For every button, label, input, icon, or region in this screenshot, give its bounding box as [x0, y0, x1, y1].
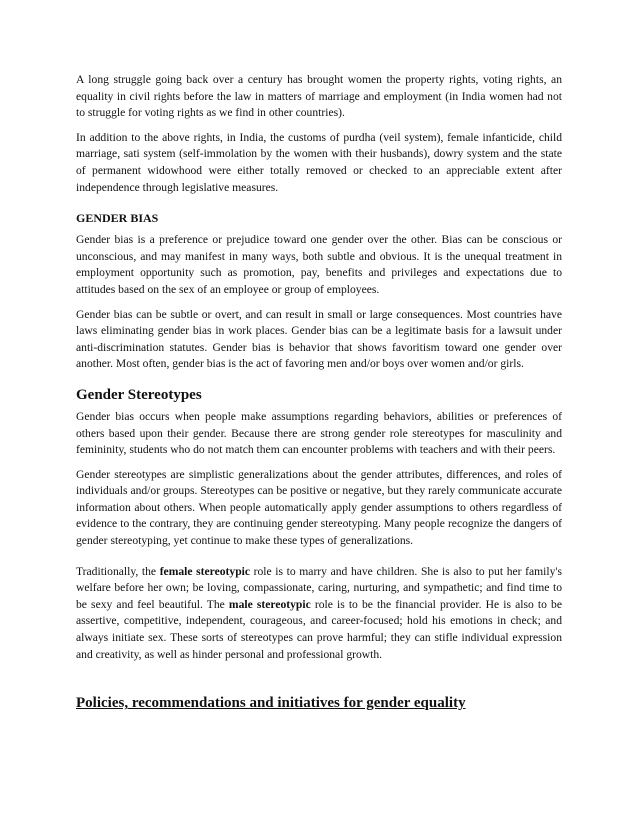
gender-bias-paragraph-2: Gender bias can be subtle or overt, and can result in small or large consequences. Most countries have laws eliminating gender bias in work places. Gender bias can be a legitimate basis for a lawsuit under anti-discrimination statutes. Gender bias is behavior that shows favoritism toward one gender over another. Most often, gender bias is the act of favoring men and/or boys over women and/or girls. [76, 307, 562, 371]
female-stereotypic-term: female stereotypic [159, 564, 251, 578]
stereotypes-p3-text-2: role is to marry and have children. She is also to put her family's welfare before her own; be loving, compassionate, caring, nurturing, and sympathetic; and find time to be sexy and feel beautiful. The [76, 564, 562, 611]
intro-paragraph-1: A long struggle going back over a century has brought women the property rights, voting rights, an equality in civil rights before the law in matters of marriage and employment (in India women had not to struggle for voting rights as we find in other countries). [76, 73, 562, 120]
stereotypes-paragraph-2: Gender stereotypes are simplistic generalizations about the gender attributes, differences, and roles of individuals and/or groups. Stereotypes can be positive or negative, but they rarely communicate accurate information about others. When people automatically apply gender assumptions to others regardless of evidence to the contrary, they are continuing gender stereotyping. Many people recognize the dangers of gender stereotyping, yet continue to make these types of generalizations. [76, 467, 562, 548]
stereotypes-p3-text-3: role is to be the financial provider. He is also to be assertive, competitive, independent, courageous, and career-focused; hold his emotions in check; and always initiate sex. These sorts of stereotypes can prove harmful; they can stifle individual expression and creativity, as well as hinder personal and professional growth. [76, 597, 562, 661]
stereotypes-paragraph-3 [76, 564, 562, 664]
stereotypes-p3-text-1: Traditionally, the [76, 564, 160, 578]
document-page [76, 72, 562, 713]
male-stereotypic-term: male stereotypic [228, 597, 311, 611]
gender-bias-paragraph-1: Gender bias is a preference or prejudice toward one gender over the other. Bias can be conscious or unconscious, and may manifest in many ways, both subtle and obvious. It is the unequal treatment in employment opportunity such as promotion, pay, benefits and privileges and expectations due to attitudes based on the sex of an employee or group of employees. [76, 233, 562, 296]
stereotypes-paragraph-1: Gender bias occurs when people make assumptions regarding behaviors, abilities or preferences of others based upon their gender. Because there are strong gender role stereotypes for masculinity and femininity, students who do not match them can encounter problems with teachers and with their peers. [76, 409, 562, 457]
gender-stereotypes-heading: Gender Stereotypes [76, 386, 202, 403]
intro-paragraph-2: In addition to the above rights, in India, the customs of purdha (veil system), female infanticide, child marriage, sati system (self-immolation by the women with their husbands), dowry system and the state of permanent widowhood were either totally removed or checked to an appreciable extent after independence through legislative measures. [76, 130, 562, 194]
gender-bias-heading: GENDER BIAS [76, 211, 159, 226]
policies-heading: Policies, recommendations and initiatives for gender equality [76, 695, 466, 712]
